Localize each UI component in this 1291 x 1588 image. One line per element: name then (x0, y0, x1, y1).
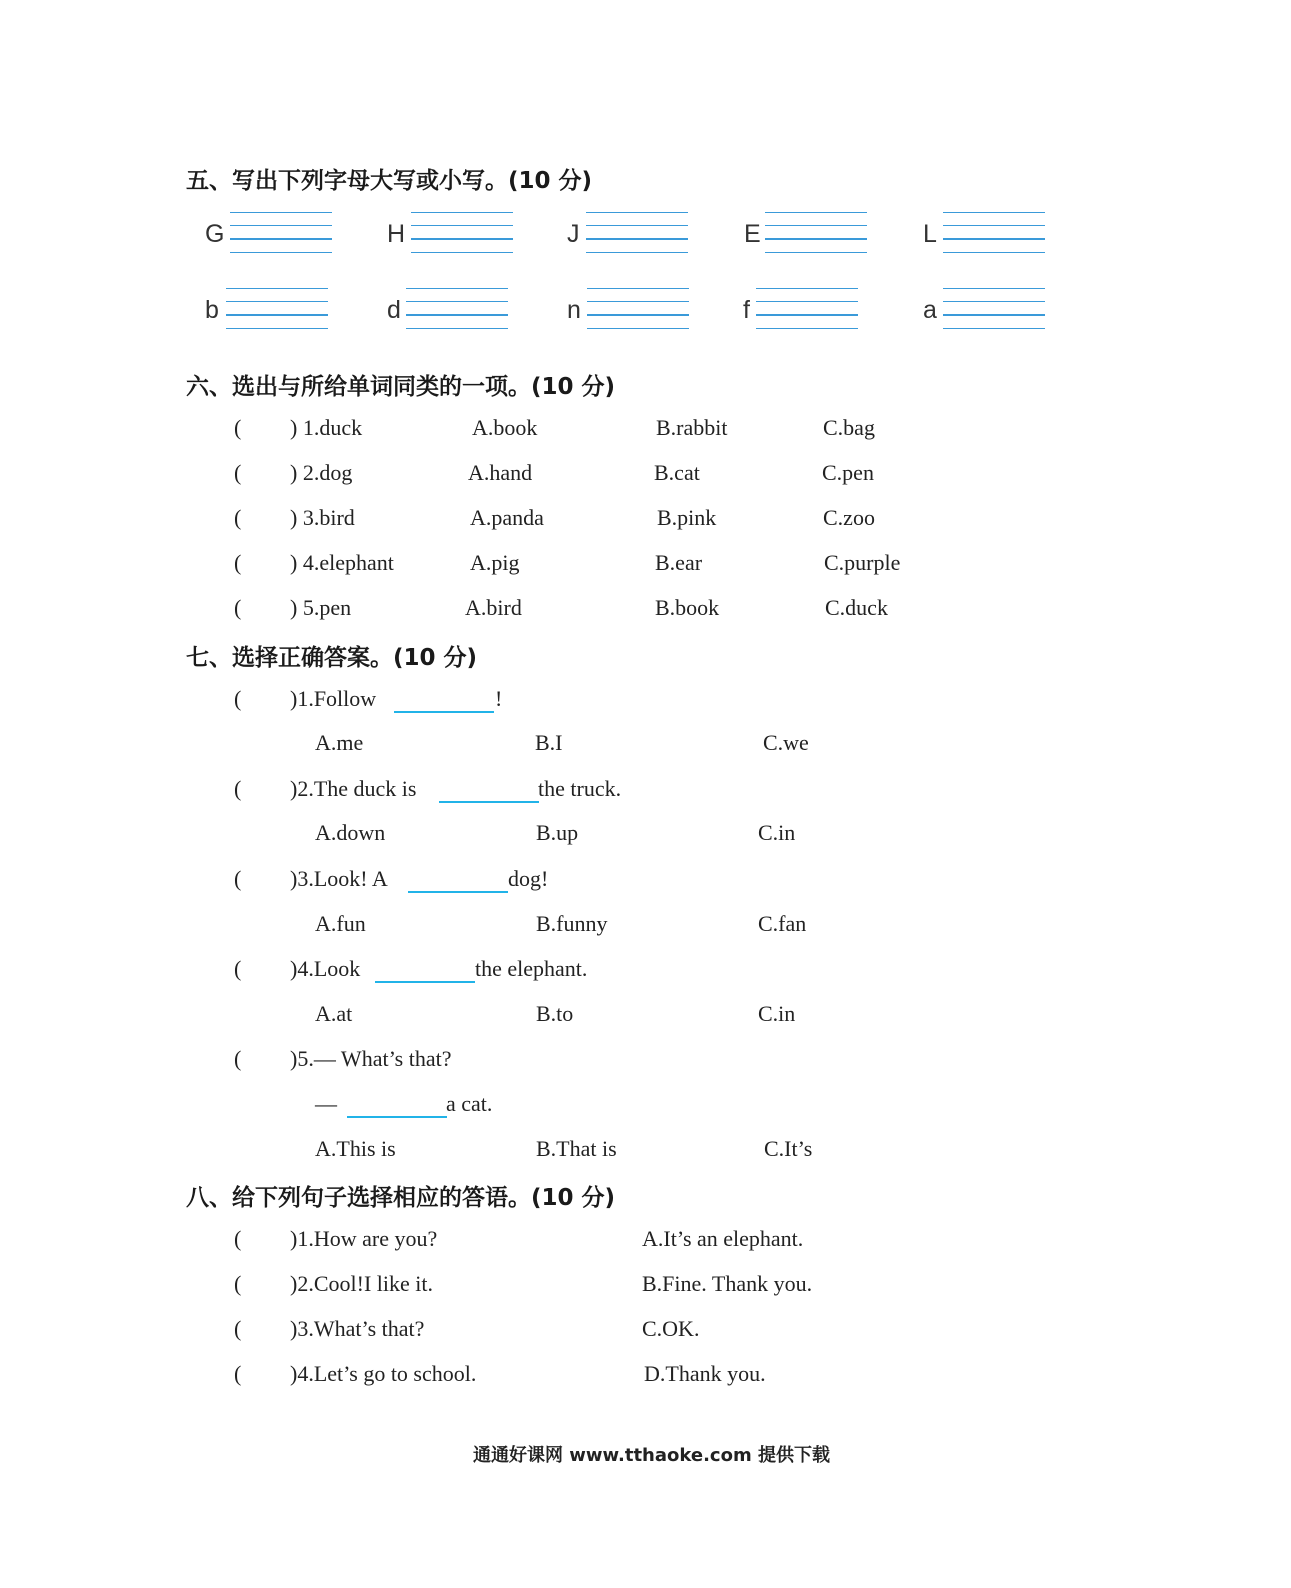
writing-lines-h[interactable] (411, 212, 513, 253)
letter-b: b (205, 296, 219, 324)
question-4-text: )4.Look (290, 956, 361, 981)
question-4-end: the elephant. (475, 956, 588, 981)
question-2-text: )2.The duck is (290, 776, 417, 801)
option-a: A.fun (315, 911, 366, 936)
option-b: B.That is (536, 1136, 617, 1161)
option-b: B.pink (657, 505, 717, 530)
question-1-text: )1.Follow (290, 686, 377, 711)
answer-paren[interactable]: ( (234, 776, 242, 801)
writing-lines-a[interactable] (943, 288, 1045, 329)
answer-paren[interactable]: ( (234, 1226, 242, 1251)
option-c: C.we (763, 730, 809, 755)
answer-paren[interactable]: ( (234, 460, 242, 485)
response-d: D.Thank you. (644, 1361, 766, 1386)
option-c: C.duck (825, 595, 888, 620)
response-dash: — (315, 1091, 337, 1116)
option-a: A.book (472, 415, 538, 440)
option-a: A.me (315, 730, 364, 755)
option-a: A.This is (315, 1136, 396, 1161)
letter-n: n (567, 296, 581, 324)
option-a: A.bird (465, 595, 522, 620)
question-3-text: )3.What’s that? (290, 1316, 425, 1341)
question-2-end: the truck. (538, 776, 622, 801)
option-c: C.in (758, 1001, 796, 1026)
option-b: B.ear (655, 550, 703, 575)
question-1-text: )1.How are you? (290, 1226, 438, 1251)
answer-paren[interactable]: ( (234, 1271, 242, 1296)
fill-blank-4[interactable] (375, 981, 475, 983)
answer-paren[interactable]: ( (234, 595, 242, 620)
section-5-title: 五、写出下列字母大写或小写。(10 分) (186, 168, 593, 194)
letter-a: a (923, 296, 937, 324)
letter-g: G (205, 220, 225, 248)
section-6-title: 六、选出与所给单词同类的一项。(10 分) (186, 374, 616, 400)
letter-e: E (744, 220, 761, 248)
section-7-title: 七、选择正确答案。(10 分) (186, 645, 478, 671)
question-3-word: ) 3.bird (290, 505, 355, 530)
option-c: C.purple (824, 550, 901, 575)
page-footer: 通通好课网 www.tthaoke.com 提供下载 (473, 1445, 830, 1466)
option-b: B.to (536, 1001, 574, 1026)
option-b: B.book (655, 595, 720, 620)
letter-h: H (387, 220, 406, 248)
answer-paren[interactable]: ( (234, 1361, 242, 1386)
writing-lines-g[interactable] (230, 212, 332, 253)
letter-f: f (743, 296, 750, 324)
question-3-end: dog! (508, 866, 549, 891)
question-1-end: ! (495, 686, 503, 711)
answer-paren[interactable]: ( (234, 956, 242, 981)
fill-blank-2[interactable] (439, 801, 539, 803)
option-c: C.It’s (764, 1136, 813, 1161)
option-b: B.cat (654, 460, 700, 485)
response-b: B.Fine. Thank you. (642, 1271, 813, 1296)
fill-blank-3[interactable] (408, 891, 508, 893)
question-5-text: )5.— What’s that? (290, 1046, 452, 1071)
question-5-word: ) 5.pen (290, 595, 352, 620)
option-c: C.in (758, 820, 796, 845)
fill-blank-1[interactable] (394, 711, 494, 713)
writing-lines-j[interactable] (586, 212, 688, 253)
letter-j: J (567, 220, 580, 248)
answer-paren[interactable]: ( (234, 550, 242, 575)
response-a: A.It’s an elephant. (642, 1226, 804, 1251)
letter-l: L (923, 220, 937, 248)
option-c: C.pen (822, 460, 874, 485)
answer-paren[interactable]: ( (234, 686, 242, 711)
question-2-text: )2.Cool!I like it. (290, 1271, 433, 1296)
question-3-text: )3.Look! A (290, 866, 388, 891)
option-c: C.bag (823, 415, 875, 440)
writing-lines-e[interactable] (765, 212, 867, 253)
question-5-end: a cat. (446, 1091, 493, 1116)
question-4-word: ) 4.elephant (290, 550, 394, 575)
answer-paren[interactable]: ( (234, 505, 242, 530)
option-a: A.pig (470, 550, 520, 575)
writing-lines-f[interactable] (756, 288, 858, 329)
option-c: C.fan (758, 911, 807, 936)
response-c: C.OK. (642, 1316, 700, 1341)
option-a: A.down (315, 820, 386, 845)
writing-lines-n[interactable] (587, 288, 689, 329)
answer-paren[interactable]: ( (234, 866, 242, 891)
option-b: B.I (535, 730, 563, 755)
option-a: A.hand (468, 460, 533, 485)
writing-lines-l[interactable] (943, 212, 1045, 253)
writing-lines-d[interactable] (406, 288, 508, 329)
option-a: A.panda (470, 505, 544, 530)
question-4-text: )4.Let’s go to school. (290, 1361, 477, 1386)
option-b: B.rabbit (656, 415, 728, 440)
option-c: C.zoo (823, 505, 875, 530)
answer-paren[interactable]: ( (234, 1046, 242, 1071)
writing-lines-b[interactable] (226, 288, 328, 329)
answer-paren[interactable]: ( (234, 415, 242, 440)
option-b: B.funny (536, 911, 608, 936)
section-8-title: 八、给下列句子选择相应的答语。(10 分) (186, 1185, 616, 1211)
question-1-word: ) 1.duck (290, 415, 363, 440)
question-2-word: ) 2.dog (290, 460, 353, 485)
letter-d: d (387, 296, 401, 324)
answer-paren[interactable]: ( (234, 1316, 242, 1341)
fill-blank-5[interactable] (347, 1116, 447, 1118)
option-a: A.at (315, 1001, 353, 1026)
option-b: B.up (536, 820, 579, 845)
